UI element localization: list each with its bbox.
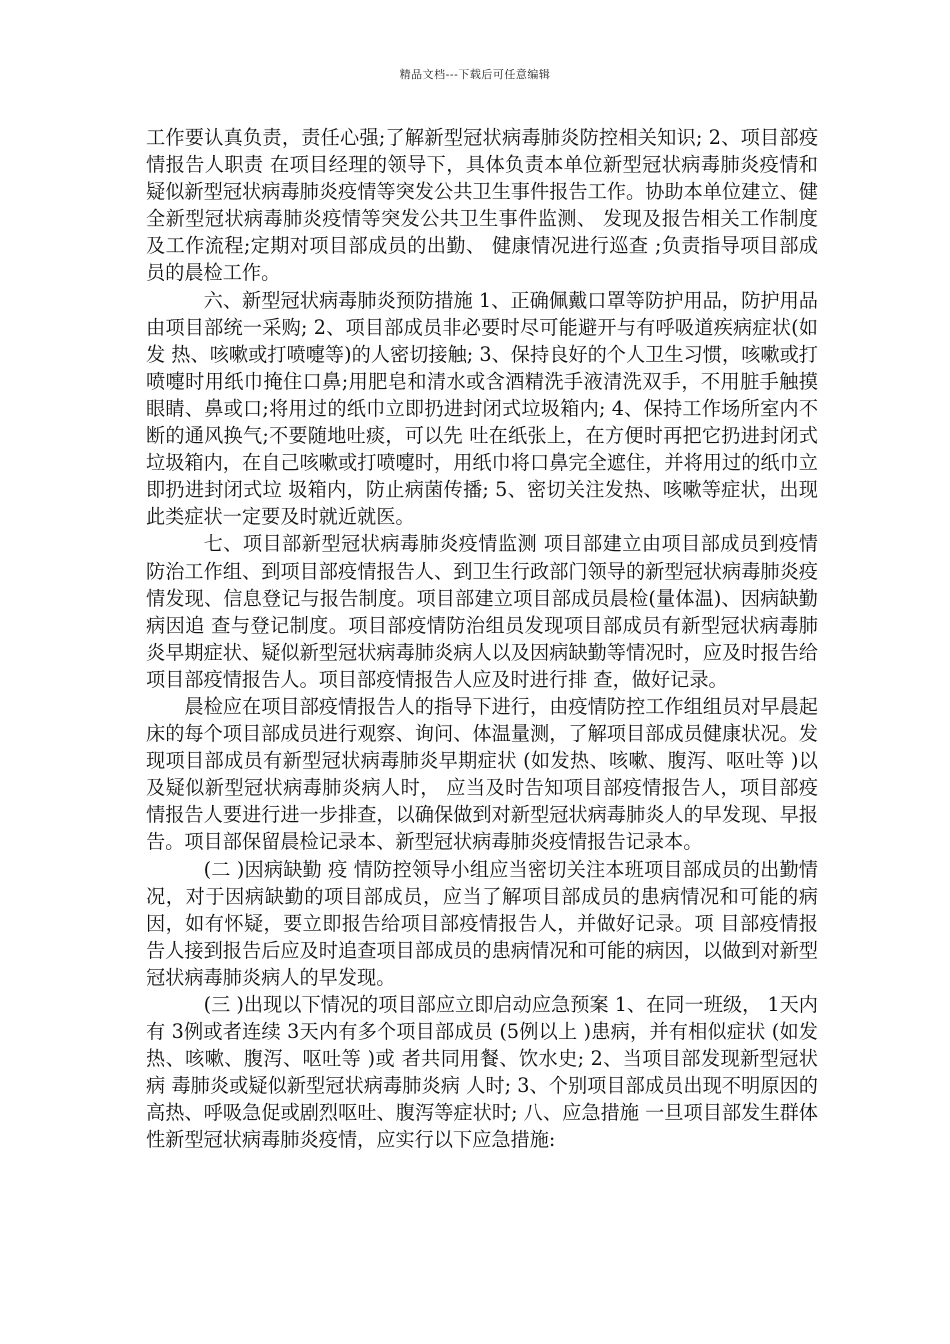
page-header: 精品文档---下载后可任意编辑 [399, 68, 551, 81]
paragraph-morning-check: 晨检应在项目部疫情报告人的指导下进行，由疫情防控工作组组员对早晨起床的每个项目部成员进行观察、询问、体温量测，了解项目部成员健康状况。发现项目部成员有新型冠状病毒肺炎早期症状 (如发热、咳嗽、腹泻、呕吐等 )以及疑似新型冠状病毒肺炎病人时， 应当及时告知项目部疫情报告人，项目部疫情报告人要进行进一步排查，以确保做到对新型冠状病毒肺炎人的早发现、早报告。项目部保留晨检记录本、新型冠状病毒肺炎疫情报告记录本。 [146, 694, 818, 854]
paragraph-sick-absence: (二 )因病缺勤 疫 情防控领导小组应当密切关注本班项目部成员的出勤情况，对于因病缺勤的项目部成员，应当了解项目部成员的患病情况和可能的病因，如有怀疑，要立即报告给项目部疫情报告人，并做好记录。项 目部疫情报告人接到报告后应及时追查项目部成员的患病情况和可能的病因，以做到对新型冠状病毒肺炎病人的早发现。 [146, 857, 818, 989]
paragraph-epidemic-monitoring: 七、项目部新型冠状病毒肺炎疫情监测 项目部建立由项目部成员到疫情防治工作组、到项目部疫情报告人、到卫生行政部门领导的新型冠状病毒肺炎疫情发现、信息登记与报告制度。项目部建立项目部成员晨检(量体温)、因病缺勤病因追 查与登记制度。项目部疫情防治组员发现项目部成员有新型冠状病毒肺炎早期症状、疑似新型冠状病毒肺炎病人以及因病缺勤等情况时，应及时报告给项目部疫情报告人。项目部疫情报告人应及时进行排 查，做好记录。 [146, 532, 818, 691]
paragraph-responsibilities: 工作要认真负责，责任心强;了解新型冠状病毒肺炎防控相关知识; 2、项目部疫情报告人职责 在项目经理的领导下，具体负责本单位新型冠状病毒肺炎疫情和疑似新型冠状病毒肺炎疫情等突发公共卫生事件报告工作。协助本单位建立、健全新型冠状病毒肺炎疫情等突发公共卫生事件监测、 发现及报告相关工作制度及工作流程;定期对项目部成员的出勤、 健康情况进行巡查 ;负责指导项目部成员的晨检工作。 [146, 126, 818, 285]
paragraph-emergency-plan: (三 )出现以下情况的项目部应立即启动应急预案 1、在同一班级， 1天内有 3例或者连续 3天内有多个项目部成员 (5例以上 )患病，并有相似症状 (如发热、咳嗽、腹泻、呕吐等 )或 者共同用餐、饮水史; 2、当项目部发现新型冠状病 毒肺炎或疑似新型冠状病毒肺炎病 人时; 3、个别项目部成员出现不明原因的高热、呼吸急促或剧烈呕吐、腹泻等症状时; 八、应急措施 一旦项目部发生群体性新型冠状病毒肺炎疫情，应实行以下应急措施: [146, 993, 818, 1152]
paragraph-prevention-measures: 六、新型冠状病毒肺炎预防措施 1、正确佩戴口罩等防护用品，防护用品由项目部统一采购; 2、项目部成员非必要时尽可能避开与有呼吸道疾病症状(如发 热、咳嗽或打喷嚏等)的人密切接触; 3、保持良好的个人卫生习惯，咳嗽或打喷嚏时用纸巾掩住口鼻;用肥皂和清水或含酒精洗手液清洗双手，不用脏手触摸眼睛、鼻或口;将用过的纸巾立即扔进封闭式垃圾箱内; 4、保持工作场所室内不断的通风换气;不要随地吐痰，可以先 吐在纸张上，在方便时再把它扔进封闭式垃圾箱内，在自己咳嗽或打喷嚏时，用纸巾将口鼻完全遮住，并将用过的纸巾立即扔进封闭式垃 圾箱内，防止病菌传播; 5、密切关注发热、咳嗽等症状，出现此类症状一定要及时就近就医。 [146, 288, 818, 529]
document-body [146, 124, 818, 1154]
